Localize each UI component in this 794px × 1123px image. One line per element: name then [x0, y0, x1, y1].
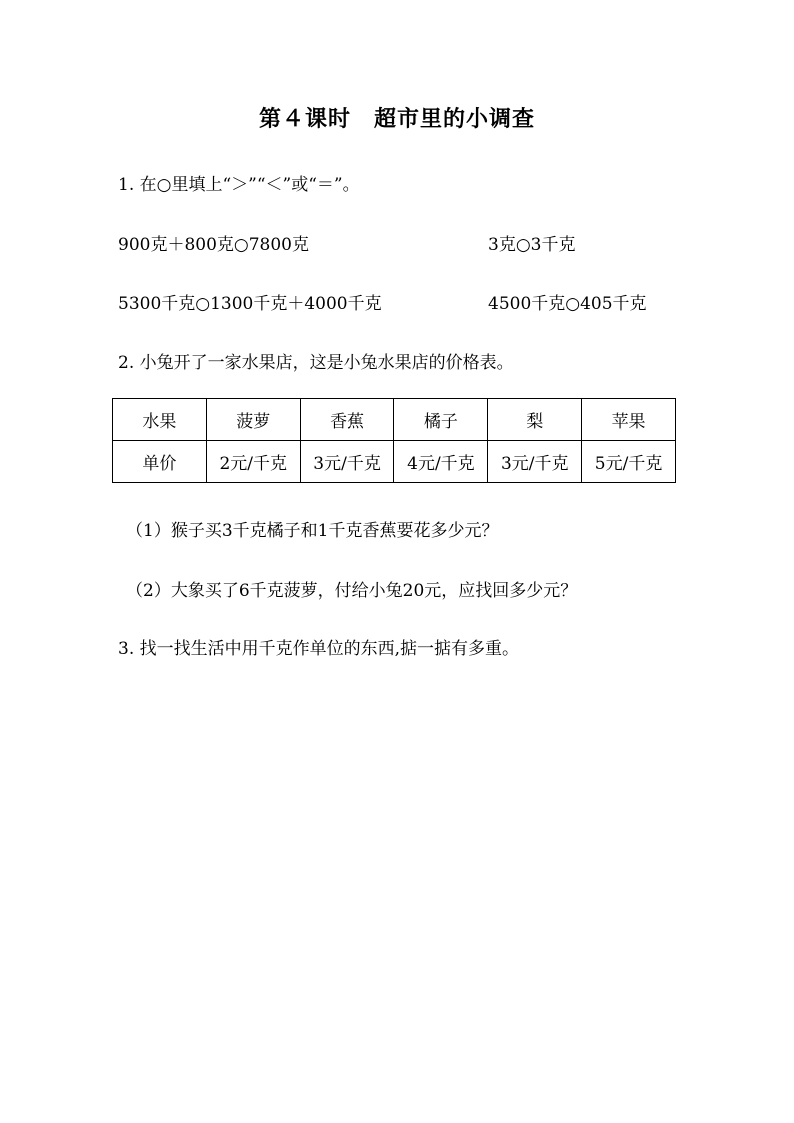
table-cell: 苹果	[582, 399, 676, 441]
table-cell: 4元/千克	[394, 441, 488, 483]
table-row	[113, 441, 676, 483]
question-1-prompt: 1. 在○里填上“＞”“＜”或“＝”。	[118, 175, 360, 195]
page-title: 第４课时 超市里的小调查	[258, 106, 535, 132]
table-cell: 5元/千克	[582, 441, 676, 483]
table-header-row	[113, 399, 676, 441]
compare-item-1: 900克＋800克○7800克	[118, 235, 309, 255]
question-2-sub-1: （1）猴子买3千克橘子和1千克香蕉要花多少元？	[126, 521, 499, 541]
table-cell: 3元/千克	[300, 441, 394, 483]
table-cell: 橘子	[394, 399, 488, 441]
table-cell: 梨	[488, 399, 582, 441]
table-cell: 单价	[113, 441, 207, 483]
question-3-prompt: 3. 找一找生活中用千克作单位的东西,掂一掂有多重。	[118, 639, 520, 659]
question-2-prompt: 2. 小兔开了一家水果店，这是小兔水果店的价格表。	[118, 353, 514, 373]
table-cell: 水果	[113, 399, 207, 441]
table-cell: 2元/千克	[206, 441, 300, 483]
question-2-sub-2: （2）大象买了6千克菠萝，付给小兔20元，应找回多少元？	[126, 581, 578, 601]
compare-item-2: 3克○3千克	[488, 235, 576, 255]
compare-item-3: 5300千克○1300千克＋4000千克	[118, 294, 382, 314]
price-table	[112, 398, 676, 483]
table-cell: 菠萝	[206, 399, 300, 441]
table-cell: 香蕉	[300, 399, 394, 441]
table-cell: 3元/千克	[488, 441, 582, 483]
compare-item-4: 4500千克○405千克	[488, 294, 647, 314]
